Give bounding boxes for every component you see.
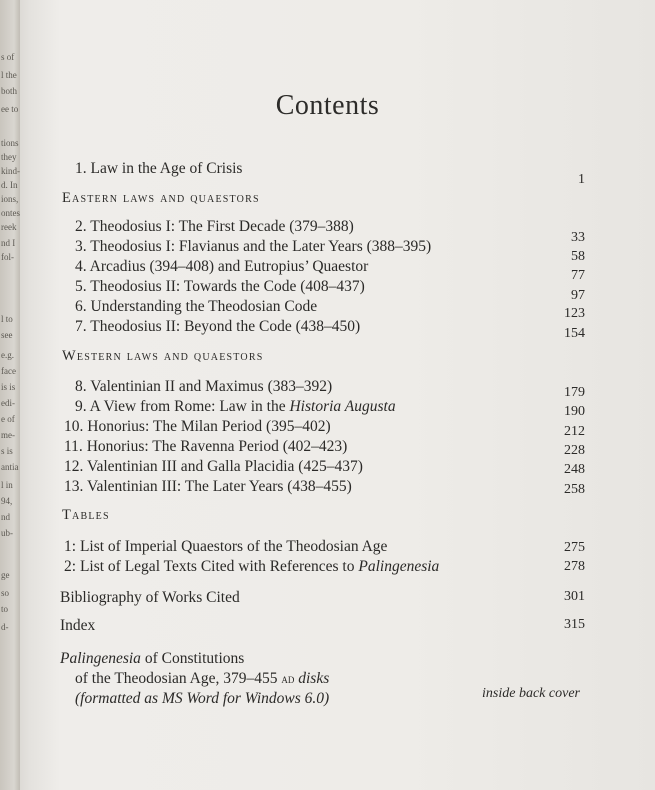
- section-heading-tables: Tables: [62, 507, 110, 523]
- facing-page-fragment: s is: [1, 446, 13, 456]
- toc-entry-1: [75, 160, 242, 178]
- entry-number: 1:: [64, 538, 77, 555]
- facing-page-fragment: is is: [1, 382, 16, 392]
- era-abbreviation: ad: [281, 671, 295, 686]
- facing-page-fragment: ee to: [1, 104, 19, 114]
- entry-title: Honorius: The Ravenna Period (402–423): [86, 438, 348, 455]
- facing-page-fragment: e.g.: [1, 350, 14, 360]
- entry-title: Valentinian II and Maximus (383–392): [90, 378, 333, 395]
- entry-title: Arcadius (394–408) and Eutropius’ Quaestor: [89, 258, 369, 275]
- toc-entry-7: [75, 318, 360, 336]
- entry-page-number: 97: [571, 288, 585, 303]
- facing-page-fragment: kind-: [1, 166, 20, 176]
- entry-number: 1.: [75, 160, 87, 177]
- entry-title-italic: Historia Augusta: [289, 398, 396, 415]
- facing-page-fragment: edi-: [1, 398, 15, 408]
- entry-page-number: 228: [564, 443, 585, 458]
- entry-page-number: 301: [564, 589, 585, 604]
- facing-page-fragment: 94,: [1, 496, 13, 506]
- entry-number: 7.: [75, 318, 87, 335]
- toc-disks-line-3: (formatted as MS Word for Windows 6.0): [75, 690, 330, 707]
- facing-page-fragment: d. In: [1, 180, 18, 190]
- facing-page-fragment: d-: [1, 622, 9, 632]
- entry-title: Theodosius I: The First Decade (379–388): [90, 218, 354, 235]
- facing-page-fragment: to: [1, 604, 9, 614]
- entry-title: Theodosius II: Beyond the Code (438–450): [90, 318, 361, 335]
- entry-page-number: 179: [564, 385, 585, 400]
- entry-title: Understanding the Theodosian Code: [90, 298, 318, 315]
- facing-page-fragment: e of: [1, 414, 15, 424]
- facing-page-fragment: ontes: [1, 208, 20, 218]
- entry-number: 13.: [64, 478, 84, 495]
- facing-page-fragment: l the: [1, 70, 17, 80]
- entry-title: Index: [60, 617, 96, 634]
- facing-page-fragment: ge: [1, 570, 10, 580]
- section-heading-eastern: Eastern laws and quaestors: [62, 190, 260, 206]
- facing-page-fragment: fol-: [1, 252, 14, 262]
- entry-page-number: 315: [564, 617, 585, 632]
- toc-entry-13: [64, 478, 352, 496]
- entry-page-number: 190: [564, 404, 585, 419]
- entry-page-number: 33: [571, 230, 585, 245]
- toc-disks-line-1: [60, 650, 244, 668]
- facing-page-fragment: l in: [1, 480, 13, 490]
- toc-entry-5: [75, 278, 365, 296]
- toc-entry-12: [64, 458, 363, 476]
- entry-title-italic: Palingenesia: [60, 650, 141, 667]
- section-heading-western: Western laws and quaestors: [62, 348, 264, 364]
- entry-page-number: 58: [571, 249, 585, 264]
- entry-title-italic: Palingenesia: [358, 558, 440, 575]
- entry-title: Valentinian III: The Later Years (438–455): [86, 478, 352, 495]
- entry-page-number: 1: [578, 172, 585, 187]
- entry-number: 12.: [64, 458, 84, 475]
- entry-page-number: 154: [564, 326, 585, 341]
- facing-page-fragment: ub-: [1, 528, 13, 538]
- entry-title: Honorius: The Milan Period (395–402): [87, 418, 331, 435]
- entry-title-italic: disks: [294, 670, 330, 687]
- facing-page-fragment: l to: [1, 314, 13, 324]
- toc-entry-8: [75, 378, 332, 396]
- entry-number: 8.: [75, 378, 87, 395]
- facing-page-fragment: tions: [1, 138, 19, 148]
- toc-entry-2: [75, 218, 354, 236]
- facing-page-fragment: both: [1, 86, 18, 96]
- entry-title: of Constitutions: [140, 650, 245, 667]
- toc-entry-4: [75, 258, 368, 276]
- facing-page-fragment: they: [1, 152, 17, 162]
- entry-page-number: 278: [564, 559, 585, 574]
- entry-page-number: 275: [564, 540, 585, 555]
- page-title: Contents: [275, 90, 380, 121]
- facing-page-fragment: s of: [1, 52, 15, 62]
- facing-page-fragment: see: [1, 330, 13, 340]
- entry-number: 5.: [75, 278, 87, 295]
- entry-location: inside back cover: [482, 686, 580, 701]
- entry-title: Theodosius I: Flavianus and the Later Years (388–395): [90, 238, 432, 255]
- entry-title: Theodosius II: Towards the Code (408–437): [90, 278, 365, 295]
- facing-page-fragment: me-: [1, 430, 15, 440]
- facing-page-fragment: antia: [1, 462, 19, 472]
- toc-disks-line-2: [75, 670, 329, 688]
- toc-entry-10: [64, 418, 331, 436]
- toc-table-1: [64, 538, 387, 556]
- facing-page-fragment: so: [1, 588, 10, 598]
- entry-title: Bibliography of Works Cited: [60, 589, 240, 606]
- entry-page-number: 77: [571, 268, 585, 283]
- entry-number: 2.: [75, 218, 87, 235]
- entry-number: 3.: [75, 238, 87, 255]
- facing-page-fragment: reek: [1, 222, 17, 232]
- entry-page-number: 258: [564, 482, 585, 497]
- entry-page-number: 212: [564, 424, 585, 439]
- facing-page-fragment: nd I: [1, 238, 16, 248]
- toc-entry-3: [75, 238, 431, 256]
- entry-number: 9.: [75, 398, 87, 415]
- toc-entry-11: [64, 438, 347, 456]
- facing-page-fragment: ions,: [1, 194, 19, 204]
- entry-number: 6.: [75, 298, 87, 315]
- entry-title: Valentinian III and Galla Placidia (425–437): [86, 458, 363, 475]
- facing-page-fragment: face: [1, 366, 16, 376]
- toc-index: [60, 617, 95, 635]
- entry-title: Law in the Age of Crisis: [90, 160, 243, 177]
- toc-table-2: [64, 558, 439, 576]
- facing-page-fragment: nd: [1, 512, 10, 522]
- entry-title: List of Imperial Quaestors of the Theodosian Age: [79, 538, 388, 555]
- toc-entry-9: [75, 398, 396, 416]
- entry-page-number: 123: [564, 306, 585, 321]
- entry-title: A View from Rome: Law in the: [89, 398, 290, 415]
- entry-number: 11.: [64, 438, 83, 455]
- entry-number: 4.: [75, 258, 87, 275]
- entry-title: of the Theodosian Age, 379–455: [75, 670, 282, 687]
- entry-page-number: 248: [564, 462, 585, 477]
- toc-entry-6: [75, 298, 317, 316]
- entry-title: List of Legal Texts Cited with References to: [79, 558, 359, 575]
- entry-number: 10.: [64, 418, 84, 435]
- toc-bibliography: [60, 589, 240, 607]
- entry-number: 2:: [64, 558, 77, 575]
